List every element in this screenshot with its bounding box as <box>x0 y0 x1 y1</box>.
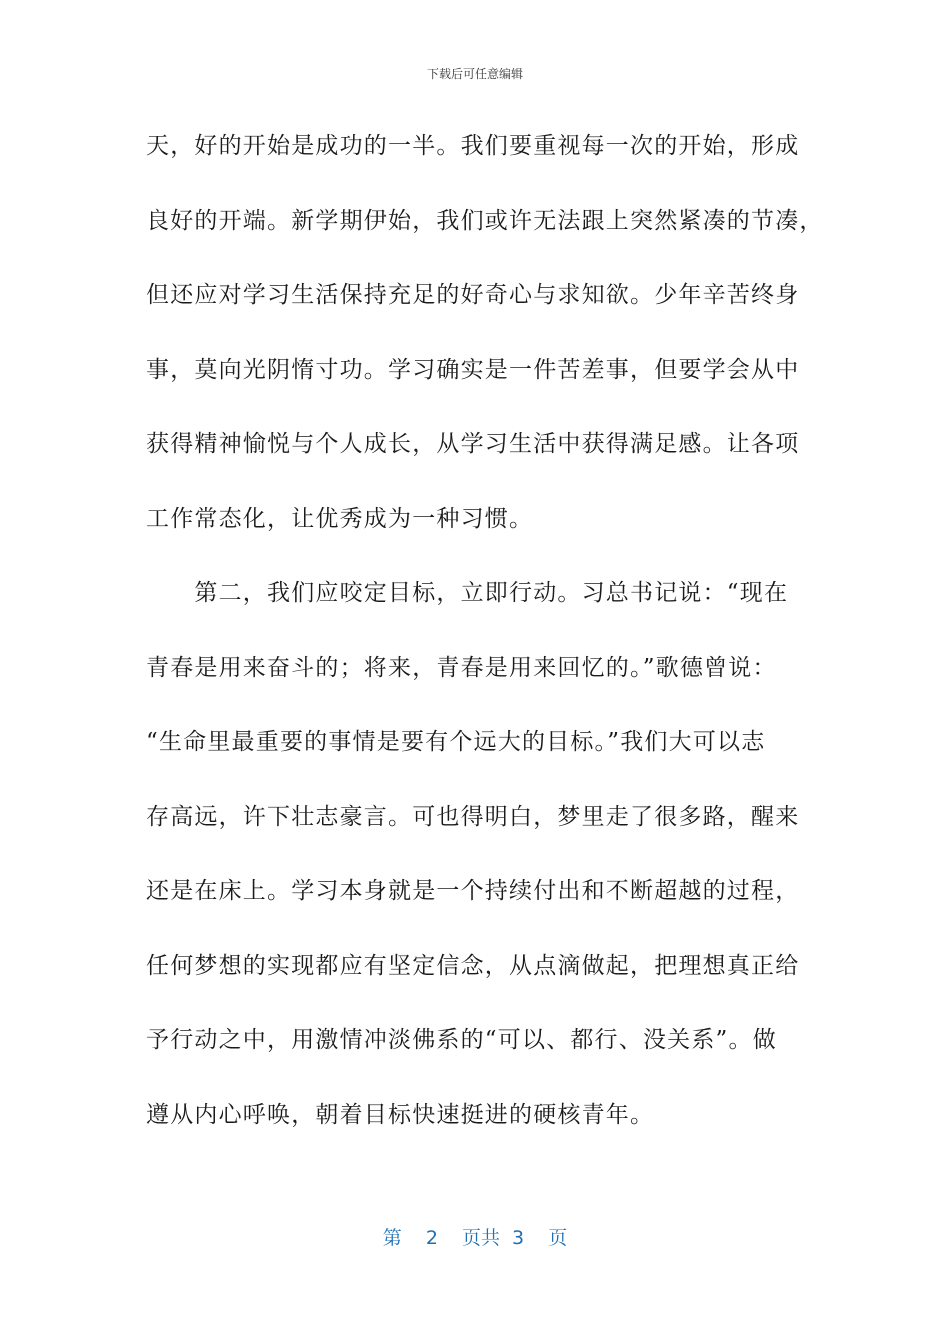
text-line: 获得精神愉悦与个人成长，从学习生活中获得满足感。让各项 <box>146 431 800 457</box>
text-line: 还是在床上。学习本身就是一个持续付出和不断超越的过程， <box>146 878 800 904</box>
page-number-footer <box>0 1226 950 1250</box>
text-line: 但还应对学习生活保持充足的好奇心与求知欲。少年辛苦终身 <box>146 282 800 308</box>
body-text <box>146 120 824 1163</box>
text-line: 予行动之中，用激情冲淡佛系的“可以、都行、没关系”。做 <box>146 1027 777 1053</box>
text-line: “生命里最重要的事情是要有个远大的目标。”我们大可以志 <box>146 729 766 755</box>
text-line: 事，莫向光阴惰寸功。学习确实是一件苦差事，但要学会从中 <box>146 356 800 383</box>
text-line: 遵从内心呼唤，朝着目标快速挺进的硬核青年。 <box>146 1101 655 1128</box>
text-line: 任何梦想的实现都应有坚定信念，从点滴做起，把理想真正给 <box>146 952 800 979</box>
text-line: 良好的开端。新学期伊始，我们或许无法跟上突然紧凑的节凑， <box>146 207 824 234</box>
page-number-text: 第 2 页共 3 页 <box>382 1227 568 1249</box>
page-header: 下载后可任意编辑 <box>426 67 523 81</box>
text-line: 青春是用来奋斗的；将来，青春是用来回忆的。”歌德曾说： <box>146 654 777 681</box>
text-line: 第二，我们应咬定目标，立即行动。习总书记说：“现在 <box>146 580 789 606</box>
text-line: 工作常态化，让优秀成为一种习惯。 <box>146 505 534 532</box>
text-line: 存高远，许下壮志豪言。可也得明白，梦里走了很多路，醒来 <box>146 803 800 830</box>
text-line: 天，好的开始是成功的一半。我们要重视每一次的开始，形成 <box>146 133 800 159</box>
